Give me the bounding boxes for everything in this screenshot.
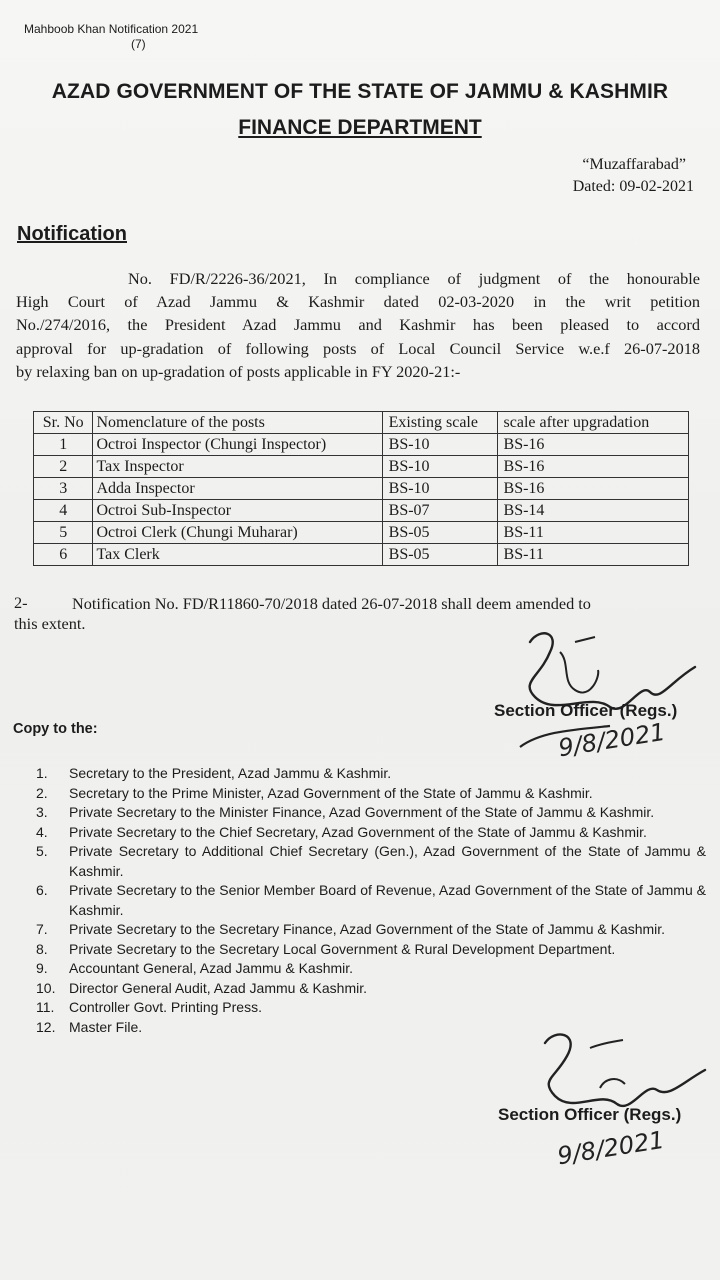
cell-existing: BS-10 [382, 478, 497, 500]
posts-table [33, 411, 689, 566]
header-note: Mahboob Khan Notification 2021 [24, 22, 199, 36]
list-item: 4. Private Secretary to the Chief Secretary, Azad Government of the State of Jammu & Kashmir. [36, 823, 647, 840]
cell-after: BS-11 [497, 544, 688, 566]
cell-after: BS-14 [497, 500, 688, 522]
cell-existing: BS-10 [382, 434, 497, 456]
list-item: 5. Private Secretary to Additional Chief Secretary (Gen.), Azad Government of the State of Jammu & Kashmir. [36, 843, 706, 879]
header-nomenclature: Nomenclature of the posts [93, 412, 382, 434]
table-row [34, 434, 689, 456]
paragraph-line: No./274/2016, the President Azad Jammu and Kashmir has been pleased to accord [16, 315, 700, 335]
cell-post: Octroi Inspector (Chungi Inspector) [93, 434, 382, 456]
header-scale-after: scale after upgradation [497, 412, 688, 434]
signature-date: 9/8/2021 [556, 717, 668, 763]
table-header-row [34, 412, 689, 434]
list-item: 12. Master File. [36, 1018, 143, 1035]
amendment-text-continued: this extent. [14, 614, 86, 633]
table-row [34, 522, 689, 544]
list-item: 3. Private Secretary to the Minister Finance, Azad Government of the State of Jammu & Kashmir. [36, 804, 655, 820]
header-sr-no: Sr. No [34, 412, 93, 434]
cell-sr: 2 [34, 456, 93, 478]
paragraph-line: by relaxing ban on up-gradation of posts applicable in FY 2020-21:- [16, 361, 461, 381]
cell-sr: 6 [34, 544, 93, 566]
amendment-text: Notification No. FD/R11860-70/2018 dated 26-07-2018 shall deem amended to [72, 594, 591, 613]
section-officer-label: Section Officer (Regs.) [494, 701, 678, 720]
cell-existing: BS-05 [382, 544, 497, 566]
cell-sr: 5 [34, 522, 93, 544]
paragraph-line: approval for up-gradation of following posts of Local Council Service w.e.f 26-07-2018 [16, 338, 700, 358]
paragraph-line: High Court of Azad Jammu & Kashmir dated 02-03-2020 in the writ petition [16, 292, 700, 312]
copy-to-heading: Copy to the: [13, 721, 98, 737]
cell-post: Tax Inspector [93, 456, 382, 478]
cell-existing: BS-05 [382, 522, 497, 544]
place: “Muzaffarabad” [582, 156, 686, 173]
cell-sr: 4 [34, 500, 93, 522]
section-officer-label: Section Officer (Regs.) [498, 1105, 682, 1124]
list-item: 2. Secretary to the Prime Minister, Azad Government of the State of Jammu & Kashmir. [36, 784, 593, 801]
table-row [34, 478, 689, 500]
department-title: FINANCE DEPARTMENT [238, 116, 482, 139]
cell-after: BS-11 [497, 522, 688, 544]
cell-post: Octroi Sub-Inspector [93, 500, 382, 522]
table-row [34, 500, 689, 522]
table-row [34, 456, 689, 478]
cell-sr: 1 [34, 434, 93, 456]
list-item: 8. Private Secretary to the Secretary Local Government & Rural Development Department. [36, 940, 616, 957]
header-page-ref: (7) [131, 37, 146, 51]
header-existing-scale: Existing scale [382, 412, 497, 434]
cell-post: Adda Inspector [93, 478, 382, 500]
cell-post: Octroi Clerk (Chungi Muharar) [93, 522, 382, 544]
list-item: 10. Director General Audit, Azad Jammu & Kashmir. [36, 979, 368, 996]
list-item: 6. Private Secretary to the Senior Member Board of Revenue, Azad Government of the State of Jammu & Kashmir. [36, 882, 706, 918]
cell-after: BS-16 [497, 456, 688, 478]
government-title: AZAD GOVERNMENT OF THE STATE OF JAMMU & KASHMIR [51, 80, 669, 103]
cell-existing: BS-07 [382, 500, 497, 522]
signature-date: 9/8/2021 [555, 1125, 667, 1171]
list-item: 1. Secretary to the President, Azad Jammu & Kashmir. [36, 765, 392, 781]
amendment-number: 2- [14, 593, 28, 612]
cell-post: Tax Clerk [93, 544, 382, 566]
notification-paragraph [16, 267, 700, 383]
date-line: Dated: 09-02-2021 [572, 178, 694, 195]
table-row [34, 544, 689, 566]
cell-after: BS-16 [497, 478, 688, 500]
cell-sr: 3 [34, 478, 93, 500]
copy-to-list [36, 764, 706, 1037]
cell-existing: BS-10 [382, 456, 497, 478]
list-item: 11. Controller Govt. Printing Press. [36, 999, 262, 1015]
paragraph-line: No. FD/R/2226-36/2021, In compliance of judgment of the honourable [128, 269, 700, 288]
notification-heading: Notification [17, 223, 127, 245]
cell-after: BS-16 [497, 434, 688, 456]
list-item: 9. Accountant General, Azad Jammu & Kashmir. [36, 960, 354, 976]
list-item: 7. Private Secretary to the Secretary Finance, Azad Government of the State of Jammu & Kashmir. [36, 921, 666, 937]
